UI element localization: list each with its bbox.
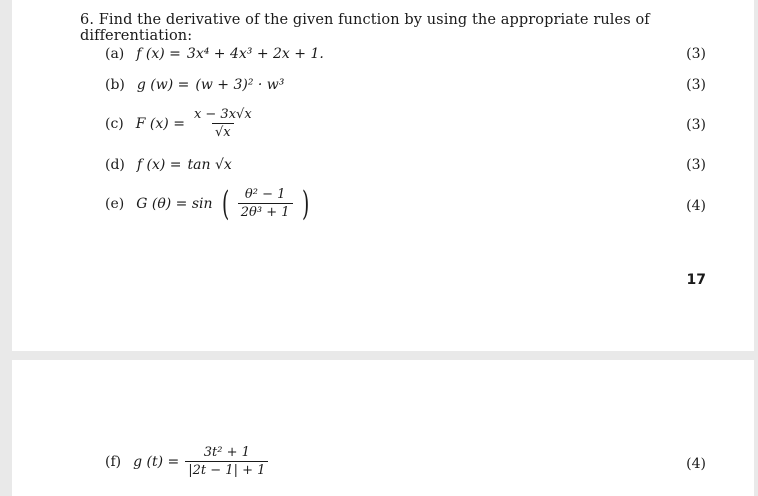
part-e-fraction	[238, 186, 293, 221]
part-c-label: (c)	[105, 115, 124, 132]
part-a-label: (a)	[105, 46, 125, 62]
part-d-marks: (3)	[686, 157, 706, 173]
part-e-label: (e)	[105, 195, 125, 212]
part-d-lhs: f (x) =	[136, 157, 182, 173]
part-a-expr: 3x⁴ + 4x³ + 2x + 1.	[186, 46, 324, 62]
part-b-expr: (w + 3)² · w³	[195, 77, 285, 93]
part-d-label: (d)	[105, 157, 125, 173]
part-f-label: (f)	[105, 453, 122, 470]
part-f-lhs: g (t) =	[133, 453, 180, 470]
part-e	[105, 183, 312, 224]
part-b-lhs: g (w) =	[136, 77, 190, 93]
page-1	[12, 0, 754, 351]
part-e-numerator: θ² − 1	[244, 187, 286, 202]
part-a-marks: (3)	[686, 46, 706, 62]
part-c-marks: (3)	[686, 117, 706, 133]
left-paren: (	[221, 183, 229, 224]
part-c-lhs: F (x) =	[135, 115, 185, 132]
part-c-fraction	[191, 106, 255, 141]
part-f	[105, 444, 268, 479]
part-e-marks: (4)	[686, 198, 706, 214]
part-b-label: (b)	[105, 77, 125, 93]
part-f-numerator: 3t² + 1	[203, 445, 250, 460]
part-f-denominator: |2t − 1| + 1	[185, 461, 268, 479]
part-c-denominator: √x	[212, 123, 234, 141]
page-number: 17	[686, 272, 706, 288]
part-d-expr: tan √x	[187, 157, 232, 173]
question-heading: 6. Find the derivative of the given function by using the appropriate rules of differentiation:	[80, 12, 650, 44]
part-b-marks: (3)	[686, 77, 706, 93]
part-f-marks: (4)	[686, 456, 706, 472]
right-paren: )	[301, 183, 309, 224]
part-a	[105, 46, 324, 62]
page-2	[12, 360, 754, 496]
part-b	[105, 77, 284, 93]
part-e-denominator: 2θ³ + 1	[238, 203, 293, 221]
part-d	[105, 157, 232, 173]
part-c	[105, 106, 255, 141]
part-c-numerator: x − 3x√x	[193, 107, 252, 122]
part-e-lhs: G (θ) = sin	[136, 195, 213, 212]
part-f-fraction	[185, 444, 268, 479]
part-a-lhs: f (x) =	[136, 46, 181, 62]
